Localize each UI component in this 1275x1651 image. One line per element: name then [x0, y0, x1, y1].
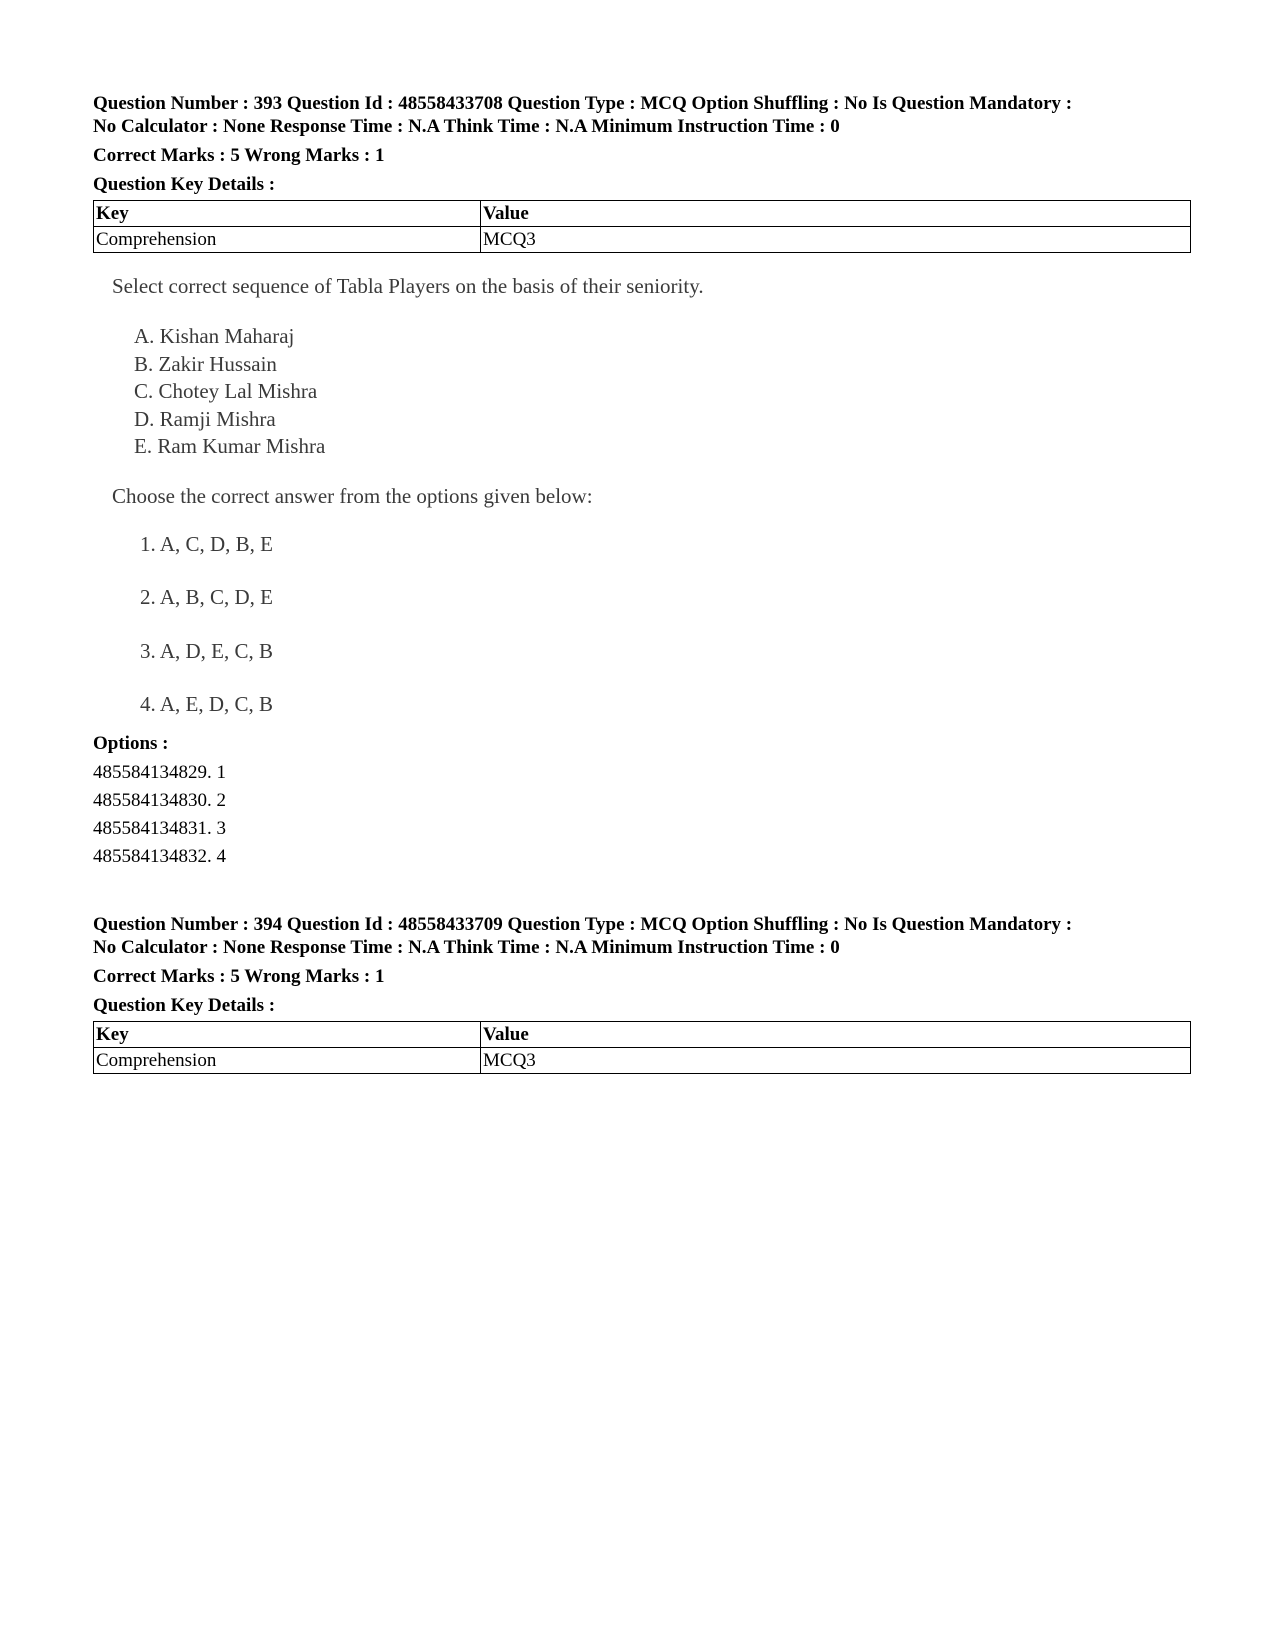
list-item: A. Kishan Maharaj	[134, 324, 295, 348]
marks-line: Correct Marks : 5 Wrong Marks : 1	[93, 145, 385, 166]
key-cell: Comprehension	[94, 1048, 481, 1074]
question-stem: Select correct sequence of Tabla Players on the basis of their seniority.	[112, 274, 704, 298]
key-header-cell: Key	[94, 1022, 481, 1048]
key-table-header-row	[94, 201, 1191, 227]
key-table-row	[94, 1048, 1191, 1074]
list-item: C. Chotey Lal Mishra	[134, 379, 318, 403]
list-item: B. Zakir Hussain	[134, 351, 277, 376]
question-meta-line2: No Calculator : None Response Time : N.A Think Time : N.A Minimum Instruction Time : 0	[93, 937, 840, 958]
marks-line: Correct Marks : 5 Wrong Marks : 1	[93, 966, 385, 987]
choose-instruction: Choose the correct answer from the options given below:	[112, 483, 593, 508]
key-details-table	[93, 200, 1191, 253]
key-cell: Comprehension	[94, 227, 481, 253]
key-details-label: Question Key Details :	[93, 174, 276, 195]
option-id-line: 485584134831. 3	[93, 818, 226, 839]
option-id-line: 485584134829. 1	[93, 762, 226, 783]
list-item: D. Ramji Mishra	[134, 406, 276, 431]
question-meta-line1: Question Number : 394 Question Id : 48558433709 Question Type : MCQ Option Shuffling : No Is Question Mandatory :	[93, 914, 1073, 935]
question-block-394	[93, 913, 1191, 1074]
value-header-cell: Value	[481, 201, 1191, 227]
list-item: E. Ram Kumar Mishra	[134, 434, 326, 458]
options-label: Options :	[93, 733, 169, 754]
key-details-label: Question Key Details :	[93, 995, 276, 1016]
value-cell: MCQ3	[481, 1048, 1191, 1074]
question-meta-line2: No Calculator : None Response Time : N.A Think Time : N.A Minimum Instruction Time : 0	[93, 116, 840, 137]
key-header-cell: Key	[94, 201, 481, 227]
question-paper-page	[93, 92, 1191, 1074]
key-table-header-row	[94, 1022, 1191, 1048]
option-id-line: 485584134832. 4	[93, 846, 226, 867]
question-block-393	[93, 92, 1191, 871]
key-table-row	[94, 227, 1191, 253]
option-id-line: 485584134830. 2	[93, 790, 226, 811]
value-cell: MCQ3	[481, 227, 1191, 253]
question-meta-line1: Question Number : 393 Question Id : 48558433708 Question Type : MCQ Option Shuffling : No Is Question Mandatory :	[93, 93, 1073, 114]
question-content	[93, 273, 1191, 717]
question-items-list	[134, 323, 1191, 461]
answer-option: 4. A, E, D, C, B	[140, 692, 274, 716]
value-header-cell: Value	[481, 1022, 1191, 1048]
key-details-table	[93, 1021, 1191, 1074]
answer-option: 2. A, B, C, D, E	[140, 585, 274, 609]
answer-options-list	[140, 531, 1191, 718]
answer-option: 1. A, C, D, B, E	[140, 531, 274, 556]
answer-option: 3. A, D, E, C, B	[140, 638, 274, 663]
